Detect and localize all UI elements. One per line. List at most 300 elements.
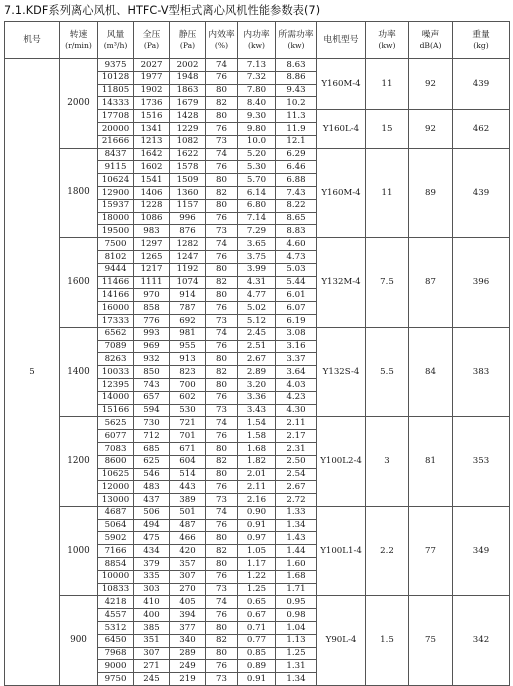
total-pressure-cell: 1297 bbox=[134, 238, 170, 251]
required-power-cell: 8.63 bbox=[276, 59, 317, 72]
airflow-cell: 5312 bbox=[98, 622, 134, 635]
motor-power-cell: 2.2 bbox=[366, 506, 409, 596]
airflow-cell: 14166 bbox=[98, 289, 134, 302]
required-power-cell: 2.31 bbox=[276, 442, 317, 455]
required-power-cell: 3.08 bbox=[276, 327, 317, 340]
table-row bbox=[5, 596, 510, 609]
required-power-cell: 8.65 bbox=[276, 212, 317, 225]
required-power-cell: 3.37 bbox=[276, 353, 317, 366]
static-pressure-cell: 514 bbox=[170, 468, 206, 481]
total-pressure-cell: 1228 bbox=[134, 199, 170, 212]
total-pressure-cell: 1406 bbox=[134, 186, 170, 199]
airflow-cell: 17708 bbox=[98, 110, 134, 123]
airflow-cell: 8600 bbox=[98, 455, 134, 468]
airflow-cell: 7500 bbox=[98, 238, 134, 251]
total-pressure-cell: 932 bbox=[134, 353, 170, 366]
required-power-cell: 1.71 bbox=[276, 583, 317, 596]
efficiency-cell: 80 bbox=[206, 110, 238, 123]
total-pressure-cell: 335 bbox=[134, 570, 170, 583]
internal-power-cell: 1.22 bbox=[238, 570, 276, 583]
internal-power-cell: 7.80 bbox=[238, 84, 276, 97]
internal-power-cell: 1.05 bbox=[238, 545, 276, 558]
required-power-cell: 2.50 bbox=[276, 455, 317, 468]
airflow-cell: 8263 bbox=[98, 353, 134, 366]
required-power-cell: 3.16 bbox=[276, 340, 317, 353]
table-row bbox=[5, 59, 510, 72]
efficiency-cell: 80 bbox=[206, 647, 238, 660]
internal-power-cell: 7.29 bbox=[238, 225, 276, 238]
static-pressure-cell: 530 bbox=[170, 404, 206, 417]
static-pressure-cell: 289 bbox=[170, 647, 206, 660]
table-row bbox=[5, 238, 510, 251]
efficiency-cell: 76 bbox=[206, 609, 238, 622]
static-pressure-cell: 394 bbox=[170, 609, 206, 622]
internal-power-cell: 7.32 bbox=[238, 71, 276, 84]
table-row bbox=[5, 506, 510, 519]
header-noise: 噪声 dB(A) bbox=[409, 22, 453, 59]
static-pressure-cell: 1074 bbox=[170, 276, 206, 289]
efficiency-cell: 74 bbox=[206, 327, 238, 340]
total-pressure-cell: 1736 bbox=[134, 97, 170, 110]
efficiency-cell: 82 bbox=[206, 545, 238, 558]
header-motor-model: 电机型号 bbox=[317, 22, 366, 59]
airflow-cell: 9444 bbox=[98, 263, 134, 276]
required-power-cell: 6.88 bbox=[276, 174, 317, 187]
motor-model-cell: Y90L-4 bbox=[317, 596, 366, 686]
required-power-cell: 4.30 bbox=[276, 404, 317, 417]
required-power-cell: 1.34 bbox=[276, 519, 317, 532]
internal-power-cell: 0.91 bbox=[238, 519, 276, 532]
required-power-cell: 1.33 bbox=[276, 506, 317, 519]
efficiency-cell: 80 bbox=[206, 289, 238, 302]
airflow-cell: 5625 bbox=[98, 417, 134, 430]
airflow-cell: 12000 bbox=[98, 481, 134, 494]
efficiency-cell: 73 bbox=[206, 673, 238, 686]
weight-cell: 462 bbox=[453, 110, 510, 148]
static-pressure-cell: 913 bbox=[170, 353, 206, 366]
motor-power-cell: 1.5 bbox=[366, 596, 409, 686]
airflow-cell: 4218 bbox=[98, 596, 134, 609]
internal-power-cell: 8.40 bbox=[238, 97, 276, 110]
static-pressure-cell: 700 bbox=[170, 378, 206, 391]
efficiency-cell: 80 bbox=[206, 353, 238, 366]
static-pressure-cell: 787 bbox=[170, 302, 206, 315]
static-pressure-cell: 1622 bbox=[170, 148, 206, 161]
motor-model-cell: Y160M-4 bbox=[317, 148, 366, 238]
static-pressure-cell: 604 bbox=[170, 455, 206, 468]
header-machine-no: 机号 bbox=[5, 22, 60, 59]
motor-model-cell: Y100L1-4 bbox=[317, 506, 366, 596]
total-pressure-cell: 712 bbox=[134, 430, 170, 443]
internal-power-cell: 9.80 bbox=[238, 122, 276, 135]
noise-cell: 87 bbox=[409, 238, 453, 328]
noise-cell: 75 bbox=[409, 596, 453, 686]
airflow-cell: 7166 bbox=[98, 545, 134, 558]
total-pressure-cell: 1977 bbox=[134, 71, 170, 84]
required-power-cell: 2.17 bbox=[276, 430, 317, 443]
weight-cell: 383 bbox=[453, 327, 510, 417]
static-pressure-cell: 981 bbox=[170, 327, 206, 340]
static-pressure-cell: 1948 bbox=[170, 71, 206, 84]
efficiency-cell: 82 bbox=[206, 97, 238, 110]
required-power-cell: 4.60 bbox=[276, 238, 317, 251]
static-pressure-cell: 1509 bbox=[170, 174, 206, 187]
airflow-cell: 10128 bbox=[98, 71, 134, 84]
required-power-cell: 8.86 bbox=[276, 71, 317, 84]
internal-power-cell: 3.65 bbox=[238, 238, 276, 251]
efficiency-cell: 80 bbox=[206, 174, 238, 187]
required-power-cell: 6.46 bbox=[276, 161, 317, 174]
static-pressure-cell: 340 bbox=[170, 634, 206, 647]
internal-power-cell: 0.90 bbox=[238, 506, 276, 519]
airflow-cell: 18000 bbox=[98, 212, 134, 225]
airflow-cell: 10000 bbox=[98, 570, 134, 583]
required-power-cell: 6.01 bbox=[276, 289, 317, 302]
airflow-cell: 21666 bbox=[98, 135, 134, 148]
static-pressure-cell: 692 bbox=[170, 314, 206, 327]
airflow-cell: 13000 bbox=[98, 494, 134, 507]
static-pressure-cell: 1082 bbox=[170, 135, 206, 148]
internal-power-cell: 6.80 bbox=[238, 199, 276, 212]
internal-power-cell: 5.70 bbox=[238, 174, 276, 187]
internal-power-cell: 2.11 bbox=[238, 481, 276, 494]
motor-model-cell: Y160L-4 bbox=[317, 110, 366, 148]
speed-cell: 1000 bbox=[60, 506, 98, 596]
static-pressure-cell: 2002 bbox=[170, 59, 206, 72]
weight-cell: 439 bbox=[453, 148, 510, 238]
total-pressure-cell: 483 bbox=[134, 481, 170, 494]
total-pressure-cell: 1341 bbox=[134, 122, 170, 135]
noise-cell: 77 bbox=[409, 506, 453, 596]
efficiency-cell: 80 bbox=[206, 84, 238, 97]
header-row bbox=[5, 22, 510, 59]
static-pressure-cell: 307 bbox=[170, 570, 206, 583]
efficiency-cell: 74 bbox=[206, 238, 238, 251]
required-power-cell: 8.22 bbox=[276, 199, 317, 212]
airflow-cell: 14333 bbox=[98, 97, 134, 110]
required-power-cell: 1.43 bbox=[276, 532, 317, 545]
efficiency-cell: 74 bbox=[206, 506, 238, 519]
speed-cell: 1400 bbox=[60, 327, 98, 417]
total-pressure-cell: 657 bbox=[134, 391, 170, 404]
speed-cell: 2000 bbox=[60, 59, 98, 149]
static-pressure-cell: 876 bbox=[170, 225, 206, 238]
airflow-cell: 9115 bbox=[98, 161, 134, 174]
speed-cell: 1800 bbox=[60, 148, 98, 238]
total-pressure-cell: 776 bbox=[134, 314, 170, 327]
required-power-cell: 1.60 bbox=[276, 558, 317, 571]
internal-power-cell: 4.31 bbox=[238, 276, 276, 289]
static-pressure-cell: 955 bbox=[170, 340, 206, 353]
required-power-cell: 6.07 bbox=[276, 302, 317, 315]
internal-power-cell: 3.20 bbox=[238, 378, 276, 391]
total-pressure-cell: 1111 bbox=[134, 276, 170, 289]
airflow-cell: 7083 bbox=[98, 442, 134, 455]
internal-power-cell: 0.71 bbox=[238, 622, 276, 635]
airflow-cell: 19500 bbox=[98, 225, 134, 238]
required-power-cell: 1.44 bbox=[276, 545, 317, 558]
required-power-cell: 8.83 bbox=[276, 225, 317, 238]
total-pressure-cell: 434 bbox=[134, 545, 170, 558]
required-power-cell: 2.54 bbox=[276, 468, 317, 481]
required-power-cell: 6.29 bbox=[276, 148, 317, 161]
static-pressure-cell: 219 bbox=[170, 673, 206, 686]
noise-cell: 81 bbox=[409, 417, 453, 507]
efficiency-cell: 73 bbox=[206, 314, 238, 327]
total-pressure-cell: 983 bbox=[134, 225, 170, 238]
page-title: 7.1.KDF系列离心风机、HTFC-V型柜式离心风机性能参数表(7) bbox=[4, 4, 321, 17]
efficiency-cell: 73 bbox=[206, 135, 238, 148]
airflow-cell: 7968 bbox=[98, 647, 134, 660]
required-power-cell: 2.11 bbox=[276, 417, 317, 430]
static-pressure-cell: 501 bbox=[170, 506, 206, 519]
internal-power-cell: 2.67 bbox=[238, 353, 276, 366]
efficiency-cell: 73 bbox=[206, 404, 238, 417]
internal-power-cell: 0.85 bbox=[238, 647, 276, 660]
airflow-cell: 6562 bbox=[98, 327, 134, 340]
efficiency-cell: 80 bbox=[206, 378, 238, 391]
static-pressure-cell: 1229 bbox=[170, 122, 206, 135]
static-pressure-cell: 1679 bbox=[170, 97, 206, 110]
efficiency-cell: 82 bbox=[206, 186, 238, 199]
table-row bbox=[5, 148, 510, 161]
static-pressure-cell: 701 bbox=[170, 430, 206, 443]
total-pressure-cell: 494 bbox=[134, 519, 170, 532]
efficiency-cell: 82 bbox=[206, 366, 238, 379]
airflow-cell: 15937 bbox=[98, 199, 134, 212]
motor-power-cell: 15 bbox=[366, 110, 409, 148]
total-pressure-cell: 245 bbox=[134, 673, 170, 686]
header-required-power: 所需功率 (kw) bbox=[276, 22, 317, 59]
machine-no-cell: 5 bbox=[5, 59, 60, 686]
internal-power-cell: 5.20 bbox=[238, 148, 276, 161]
efficiency-cell: 76 bbox=[206, 71, 238, 84]
total-pressure-cell: 437 bbox=[134, 494, 170, 507]
motor-model-cell: Y132S-4 bbox=[317, 327, 366, 417]
internal-power-cell: 0.65 bbox=[238, 596, 276, 609]
efficiency-cell: 76 bbox=[206, 430, 238, 443]
required-power-cell: 11.3 bbox=[276, 110, 317, 123]
static-pressure-cell: 1578 bbox=[170, 161, 206, 174]
internal-power-cell: 1.17 bbox=[238, 558, 276, 571]
internal-power-cell: 1.82 bbox=[238, 455, 276, 468]
total-pressure-cell: 546 bbox=[134, 468, 170, 481]
efficiency-cell: 76 bbox=[206, 302, 238, 315]
efficiency-cell: 73 bbox=[206, 583, 238, 596]
efficiency-cell: 74 bbox=[206, 148, 238, 161]
total-pressure-cell: 625 bbox=[134, 455, 170, 468]
total-pressure-cell: 400 bbox=[134, 609, 170, 622]
required-power-cell: 10.2 bbox=[276, 97, 317, 110]
noise-cell: 84 bbox=[409, 327, 453, 417]
header-motor-power: 功率 (kw) bbox=[366, 22, 409, 59]
airflow-cell: 20000 bbox=[98, 122, 134, 135]
internal-power-cell: 1.58 bbox=[238, 430, 276, 443]
airflow-cell: 8854 bbox=[98, 558, 134, 571]
efficiency-cell: 82 bbox=[206, 634, 238, 647]
efficiency-cell: 76 bbox=[206, 519, 238, 532]
noise-cell: 89 bbox=[409, 148, 453, 238]
internal-power-cell: 3.99 bbox=[238, 263, 276, 276]
motor-model-cell: Y160M-4 bbox=[317, 59, 366, 110]
efficiency-cell: 73 bbox=[206, 225, 238, 238]
required-power-cell: 5.44 bbox=[276, 276, 317, 289]
required-power-cell: 4.03 bbox=[276, 378, 317, 391]
internal-power-cell: 2.89 bbox=[238, 366, 276, 379]
internal-power-cell: 0.77 bbox=[238, 634, 276, 647]
total-pressure-cell: 1902 bbox=[134, 84, 170, 97]
internal-power-cell: 5.30 bbox=[238, 161, 276, 174]
static-pressure-cell: 721 bbox=[170, 417, 206, 430]
total-pressure-cell: 271 bbox=[134, 660, 170, 673]
static-pressure-cell: 996 bbox=[170, 212, 206, 225]
efficiency-cell: 80 bbox=[206, 468, 238, 481]
internal-power-cell: 3.75 bbox=[238, 250, 276, 263]
total-pressure-cell: 385 bbox=[134, 622, 170, 635]
table-body bbox=[5, 59, 510, 686]
weight-cell: 353 bbox=[453, 417, 510, 507]
efficiency-cell: 76 bbox=[206, 122, 238, 135]
airflow-cell: 16000 bbox=[98, 302, 134, 315]
efficiency-cell: 76 bbox=[206, 481, 238, 494]
motor-model-cell: Y132M-4 bbox=[317, 238, 366, 328]
airflow-cell: 12900 bbox=[98, 186, 134, 199]
header-airflow: 风量 (m³/h) bbox=[98, 22, 134, 59]
header-internal-power: 内功率 (kw) bbox=[238, 22, 276, 59]
total-pressure-cell: 475 bbox=[134, 532, 170, 545]
total-pressure-cell: 2027 bbox=[134, 59, 170, 72]
table-row bbox=[5, 417, 510, 430]
airflow-cell: 6450 bbox=[98, 634, 134, 647]
airflow-cell: 9375 bbox=[98, 59, 134, 72]
noise-cell: 92 bbox=[409, 59, 453, 110]
header-speed: 转速 (r/min) bbox=[60, 22, 98, 59]
total-pressure-cell: 303 bbox=[134, 583, 170, 596]
total-pressure-cell: 1086 bbox=[134, 212, 170, 225]
internal-power-cell: 2.51 bbox=[238, 340, 276, 353]
static-pressure-cell: 270 bbox=[170, 583, 206, 596]
motor-power-cell: 11 bbox=[366, 59, 409, 110]
airflow-cell: 4687 bbox=[98, 506, 134, 519]
required-power-cell: 1.25 bbox=[276, 647, 317, 660]
required-power-cell: 12.1 bbox=[276, 135, 317, 148]
total-pressure-cell: 1265 bbox=[134, 250, 170, 263]
required-power-cell: 2.67 bbox=[276, 481, 317, 494]
header-weight: 重量 (kg) bbox=[453, 22, 510, 59]
required-power-cell: 7.43 bbox=[276, 186, 317, 199]
efficiency-cell: 76 bbox=[206, 212, 238, 225]
required-power-cell: 2.72 bbox=[276, 494, 317, 507]
speed-cell: 900 bbox=[60, 596, 98, 686]
airflow-cell: 10033 bbox=[98, 366, 134, 379]
total-pressure-cell: 1541 bbox=[134, 174, 170, 187]
efficiency-cell: 74 bbox=[206, 596, 238, 609]
total-pressure-cell: 1213 bbox=[134, 135, 170, 148]
total-pressure-cell: 858 bbox=[134, 302, 170, 315]
static-pressure-cell: 1157 bbox=[170, 199, 206, 212]
static-pressure-cell: 1282 bbox=[170, 238, 206, 251]
table-row bbox=[5, 327, 510, 340]
motor-power-cell: 5.5 bbox=[366, 327, 409, 417]
airflow-cell: 17333 bbox=[98, 314, 134, 327]
airflow-cell: 10624 bbox=[98, 174, 134, 187]
static-pressure-cell: 357 bbox=[170, 558, 206, 571]
static-pressure-cell: 602 bbox=[170, 391, 206, 404]
total-pressure-cell: 850 bbox=[134, 366, 170, 379]
internal-power-cell: 1.25 bbox=[238, 583, 276, 596]
static-pressure-cell: 389 bbox=[170, 494, 206, 507]
efficiency-cell: 76 bbox=[206, 391, 238, 404]
static-pressure-cell: 443 bbox=[170, 481, 206, 494]
airflow-cell: 9750 bbox=[98, 673, 134, 686]
weight-cell: 342 bbox=[453, 596, 510, 686]
header-total-pressure: 全压 (Pa) bbox=[134, 22, 170, 59]
required-power-cell: 1.04 bbox=[276, 622, 317, 635]
internal-power-cell: 6.14 bbox=[238, 186, 276, 199]
total-pressure-cell: 1642 bbox=[134, 148, 170, 161]
internal-power-cell: 0.97 bbox=[238, 532, 276, 545]
static-pressure-cell: 823 bbox=[170, 366, 206, 379]
motor-power-cell: 7.5 bbox=[366, 238, 409, 328]
weight-cell: 349 bbox=[453, 506, 510, 596]
required-power-cell: 0.98 bbox=[276, 609, 317, 622]
internal-power-cell: 0.91 bbox=[238, 673, 276, 686]
weight-cell: 396 bbox=[453, 238, 510, 328]
efficiency-cell: 76 bbox=[206, 161, 238, 174]
total-pressure-cell: 730 bbox=[134, 417, 170, 430]
efficiency-cell: 73 bbox=[206, 494, 238, 507]
airflow-cell: 15166 bbox=[98, 404, 134, 417]
airflow-cell: 9000 bbox=[98, 660, 134, 673]
internal-power-cell: 1.68 bbox=[238, 442, 276, 455]
total-pressure-cell: 993 bbox=[134, 327, 170, 340]
efficiency-cell: 80 bbox=[206, 558, 238, 571]
airflow-cell: 11805 bbox=[98, 84, 134, 97]
efficiency-cell: 82 bbox=[206, 276, 238, 289]
total-pressure-cell: 1602 bbox=[134, 161, 170, 174]
airflow-cell: 7089 bbox=[98, 340, 134, 353]
efficiency-cell: 74 bbox=[206, 59, 238, 72]
motor-power-cell: 11 bbox=[366, 148, 409, 238]
efficiency-cell: 80 bbox=[206, 532, 238, 545]
required-power-cell: 4.23 bbox=[276, 391, 317, 404]
speed-cell: 1200 bbox=[60, 417, 98, 507]
static-pressure-cell: 249 bbox=[170, 660, 206, 673]
required-power-cell: 1.31 bbox=[276, 660, 317, 673]
static-pressure-cell: 405 bbox=[170, 596, 206, 609]
required-power-cell: 3.64 bbox=[276, 366, 317, 379]
required-power-cell: 0.95 bbox=[276, 596, 317, 609]
total-pressure-cell: 594 bbox=[134, 404, 170, 417]
total-pressure-cell: 970 bbox=[134, 289, 170, 302]
airflow-cell: 12395 bbox=[98, 378, 134, 391]
static-pressure-cell: 420 bbox=[170, 545, 206, 558]
efficiency-cell: 80 bbox=[206, 263, 238, 276]
airflow-cell: 14000 bbox=[98, 391, 134, 404]
required-power-cell: 1.68 bbox=[276, 570, 317, 583]
total-pressure-cell: 307 bbox=[134, 647, 170, 660]
performance-table bbox=[4, 21, 510, 686]
header-static-pressure: 静压 (Pa) bbox=[170, 22, 206, 59]
efficiency-cell: 74 bbox=[206, 417, 238, 430]
static-pressure-cell: 487 bbox=[170, 519, 206, 532]
internal-power-cell: 0.89 bbox=[238, 660, 276, 673]
total-pressure-cell: 685 bbox=[134, 442, 170, 455]
required-power-cell: 1.34 bbox=[276, 673, 317, 686]
static-pressure-cell: 466 bbox=[170, 532, 206, 545]
internal-power-cell: 2.45 bbox=[238, 327, 276, 340]
airflow-cell: 10833 bbox=[98, 583, 134, 596]
